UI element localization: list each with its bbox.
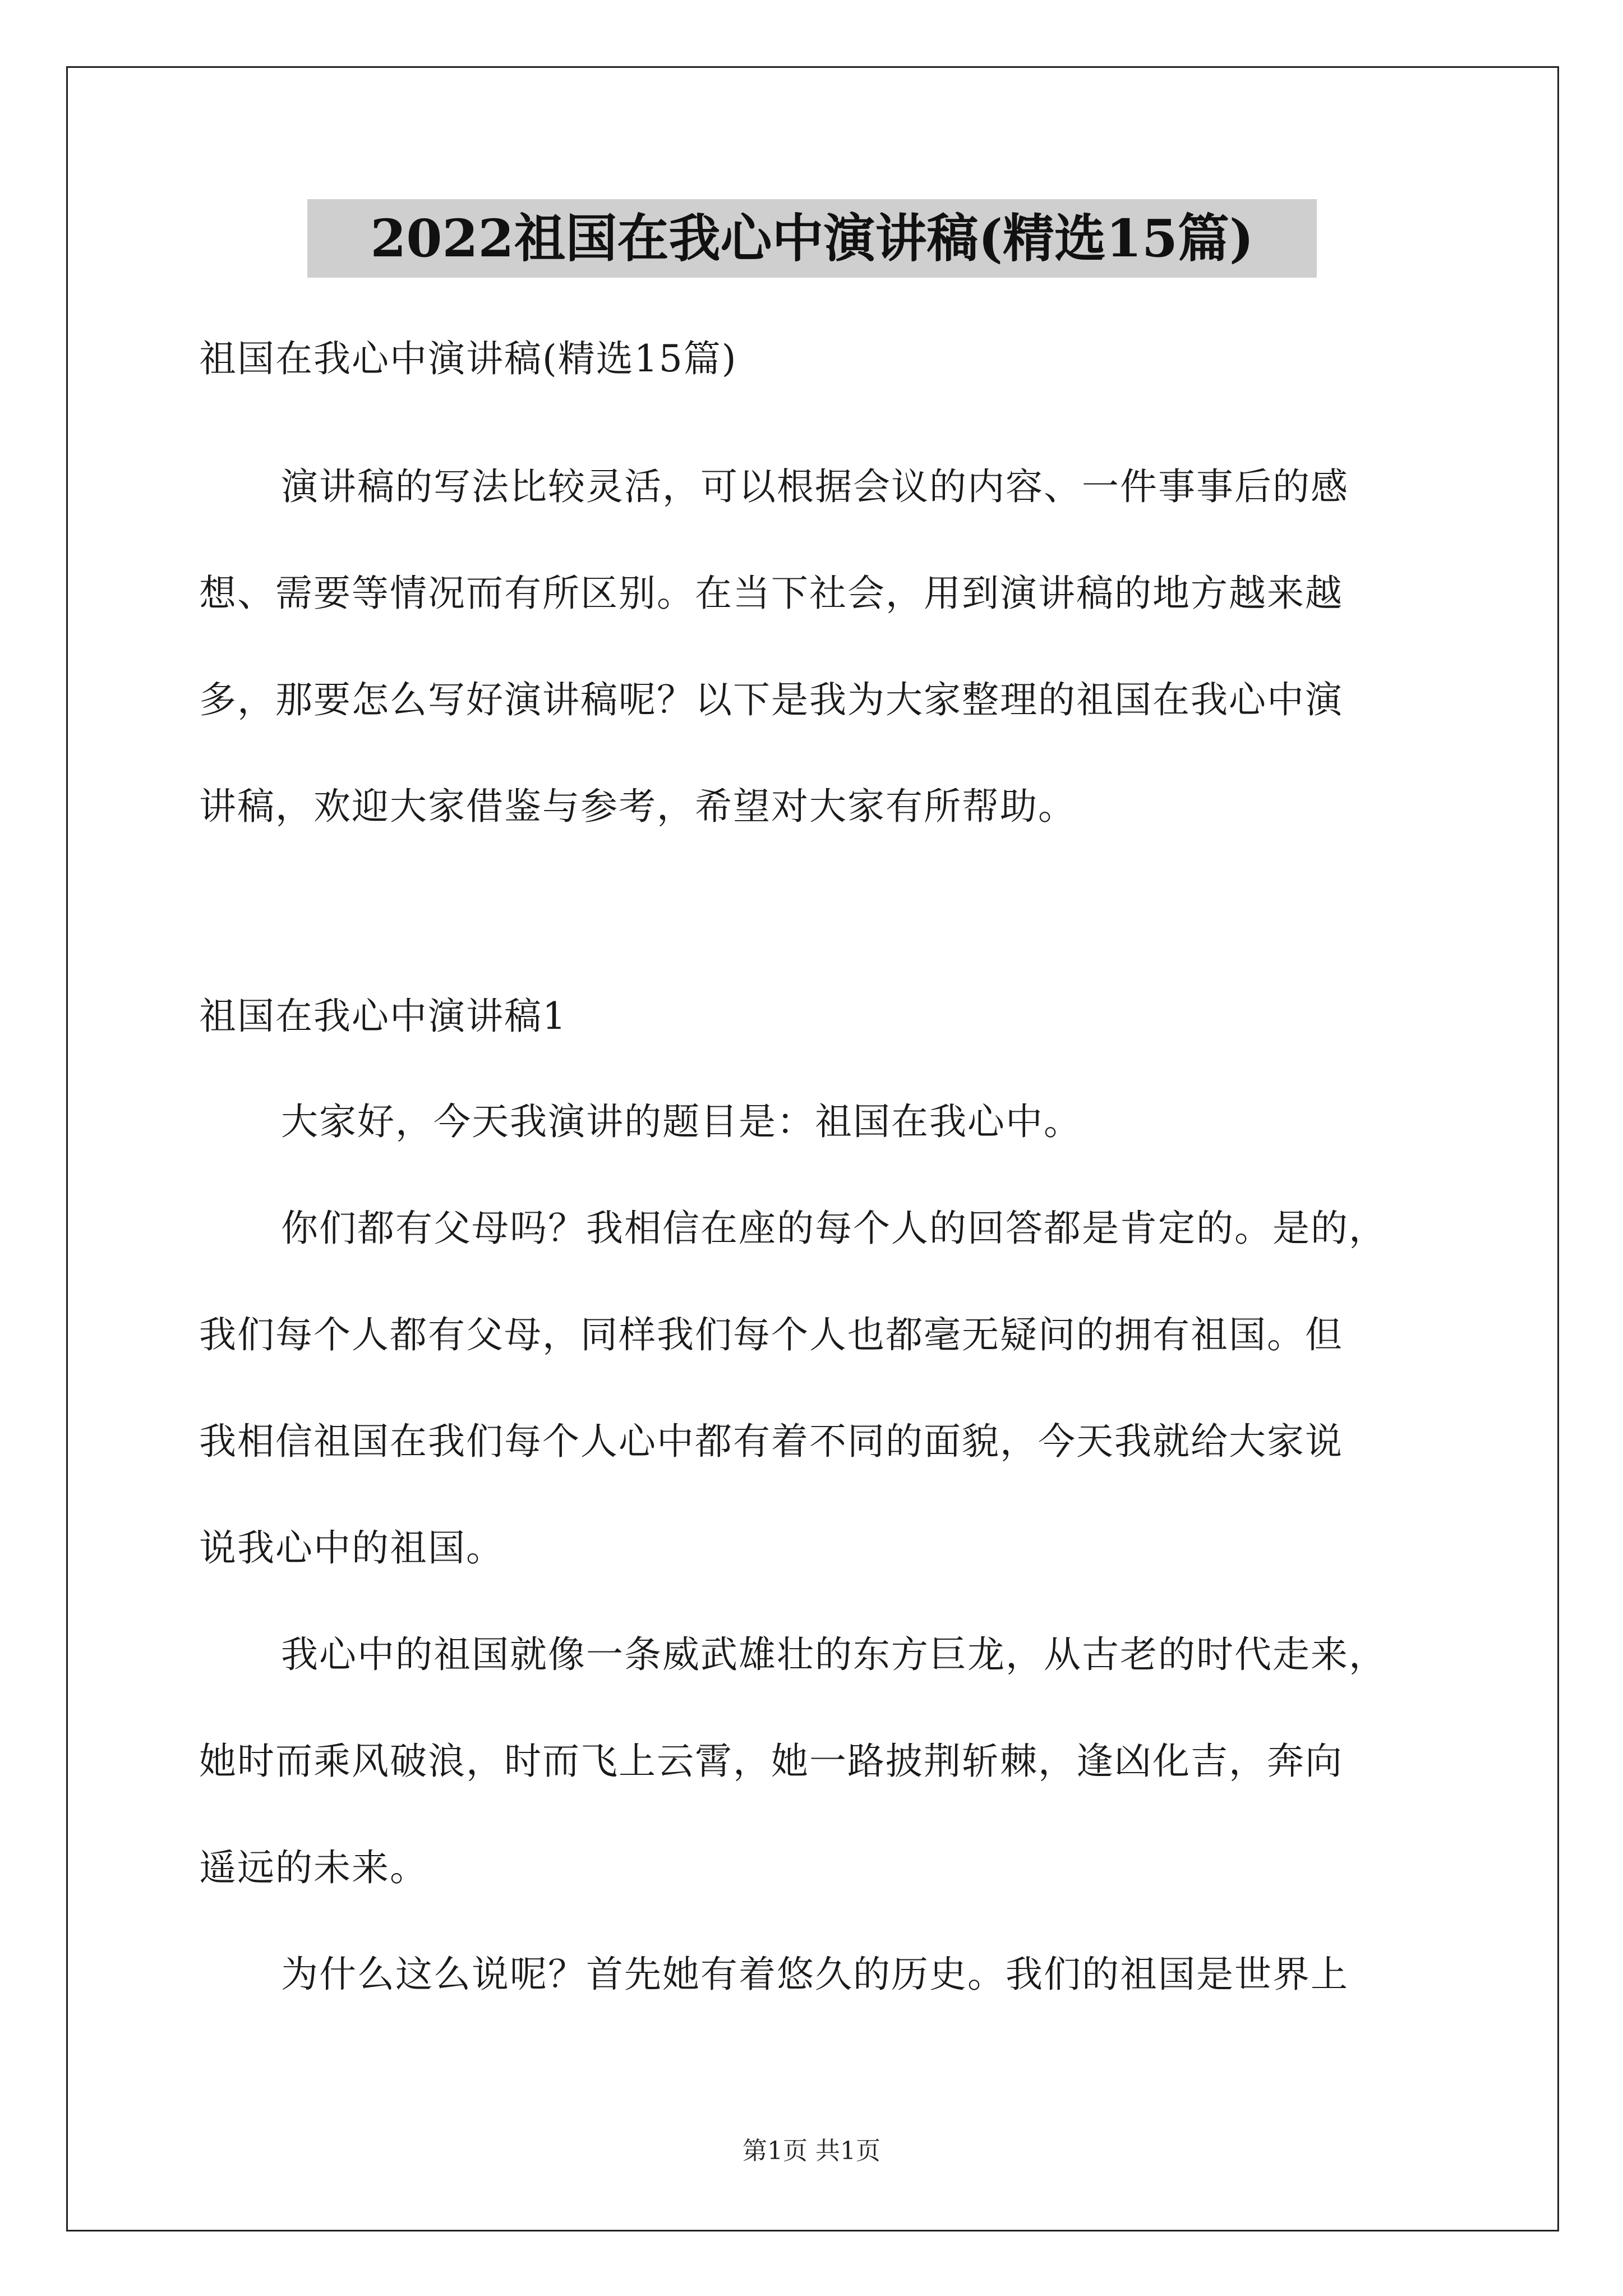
paragraph-line: 你们都有父母吗？我相信在座的每个人的回答都是肯定的。是的， <box>281 1207 1387 1250</box>
paragraph-line: 我心中的祖国就像一条威武雄壮的东方巨龙，从古老的时代走来， <box>281 1633 1387 1676</box>
intro-line: 多，那要怎么写好演讲稿呢？以下是我为大家整理的祖国在我心中演 <box>199 678 1343 721</box>
intro-line: 讲稿，欢迎大家借鉴与参考，希望对大家有所帮助。 <box>199 785 1076 828</box>
title-highlight <box>307 199 1317 278</box>
paragraph-line: 大家好，今天我演讲的题目是：祖国在我心中。 <box>281 1100 1082 1143</box>
paragraph-line: 我相信祖国在我们每个人心中都有着不同的面貌，今天我就给大家说 <box>199 1420 1343 1463</box>
paragraph-line: 为什么这么说呢？首先她有着悠久的历史。我们的祖国是世界上 <box>281 1953 1349 1996</box>
page-border <box>66 66 1559 2231</box>
intro-line: 演讲稿的写法比较灵活，可以根据会议的内容、一件事事后的感 <box>281 465 1349 508</box>
intro-line: 想、需要等情况而有所区别。在当下社会，用到演讲稿的地方越来越 <box>199 572 1343 615</box>
paragraph-line: 说我心中的祖国。 <box>199 1526 504 1570</box>
paragraph-line: 我们每个人都有父母，同样我们每个人也都毫无疑问的拥有祖国。但 <box>199 1313 1343 1356</box>
document-subtitle: 祖国在我心中演讲稿(精选15篇) <box>199 337 737 380</box>
page-footer: 第1页 共1页 <box>743 2137 880 2165</box>
paragraph-line: 遥远的未来。 <box>199 1846 428 1889</box>
document-title: 2022祖国在我心中演讲稿(精选15篇) <box>370 208 1254 269</box>
section-heading: 祖国在我心中演讲稿1 <box>199 995 567 1038</box>
paragraph-line: 她时而乘风破浪，时而飞上云霄，她一路披荆斩棘，逢凶化吉，奔向 <box>199 1740 1343 1783</box>
